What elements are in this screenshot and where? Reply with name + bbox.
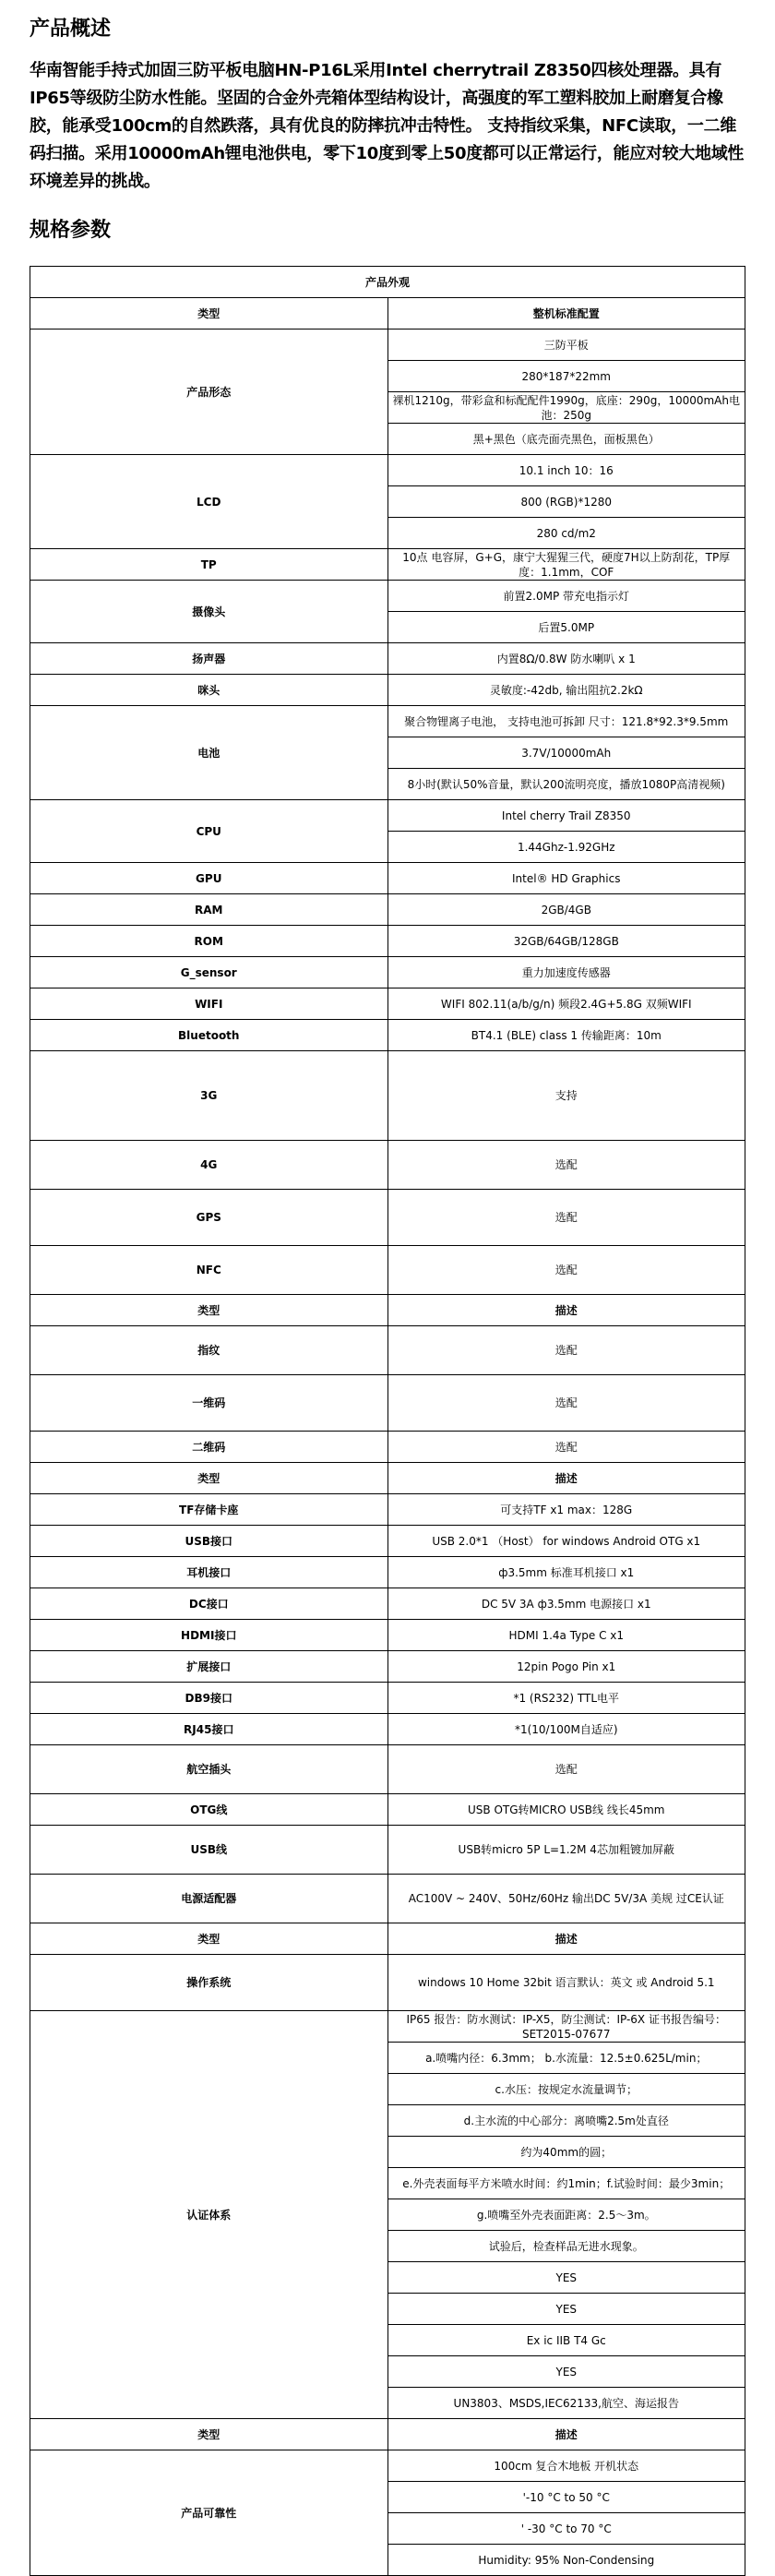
- spec-label: 一维码: [30, 1375, 388, 1432]
- spec-value: 后置5.0MP: [388, 612, 745, 643]
- spec-value: Intel® HD Graphics: [388, 863, 745, 894]
- spec-header-value: 整机标准配置: [388, 298, 745, 329]
- spec-value: WIFI 802.11(a/b/g/n) 频段2.4G+5.8G 双频WIFI: [388, 988, 745, 1020]
- spec-row: [30, 1141, 745, 1190]
- spec-row: [30, 1190, 745, 1246]
- spec-row: [30, 863, 745, 894]
- spec-label: WIFI: [30, 988, 388, 1020]
- spec-value: d.主水流的中心部分：离喷嘴2.5m处直径: [388, 2105, 745, 2137]
- spec-value: 选配: [388, 1141, 745, 1190]
- spec-label: 扬声器: [30, 643, 388, 675]
- spec-value: USB OTG转MICRO USB线 线长45mm: [388, 1794, 745, 1826]
- spec-row: [30, 675, 745, 706]
- spec-label: 耳机接口: [30, 1557, 388, 1588]
- spec-label: 操作系统: [30, 1955, 388, 2011]
- spec-row: [30, 1526, 745, 1557]
- spec-row: [30, 800, 745, 832]
- spec-value: 约为40mm的圆；: [388, 2137, 745, 2168]
- spec-row: [30, 1375, 745, 1432]
- spec-row: [30, 329, 745, 361]
- spec-value: Intel cherry Trail Z8350: [388, 800, 745, 832]
- spec-header-row: [30, 2419, 745, 2450]
- spec-value: 可支持TF x1 max：128G: [388, 1494, 745, 1526]
- spec-value: UN3803、MSDS,IEC62133,航空、海运报告: [388, 2388, 745, 2419]
- spec-row: [30, 1494, 745, 1526]
- spec-row: [30, 1557, 745, 1588]
- spec-value: *1(10/100M自适应): [388, 1714, 745, 1745]
- spec-value: AC100V ~ 240V、50Hz/60Hz 输出DC 5V/3A 美规 过CE认证: [388, 1875, 745, 1923]
- spec-label: HDMI接口: [30, 1620, 388, 1651]
- spec-value: YES: [388, 2294, 745, 2325]
- spec-value: 灵敏度:-42db, 输出阻抗2.2kΩ: [388, 675, 745, 706]
- spec-row: [30, 1246, 745, 1295]
- spec-header-value: 描述: [388, 2419, 745, 2450]
- spec-label: 产品可靠性: [30, 2450, 388, 2576]
- spec-label: 咪头: [30, 675, 388, 706]
- spec-row: [30, 1794, 745, 1826]
- spec-value: c.水压：按规定水流量调节；: [388, 2074, 745, 2105]
- spec-value: HDMI 1.4a Type C x1: [388, 1620, 745, 1651]
- spec-row: [30, 1651, 745, 1683]
- spec-value: 前置2.0MP 带充电指示灯: [388, 581, 745, 612]
- spec-table-title: 产品外观: [30, 267, 745, 298]
- spec-row: [30, 926, 745, 957]
- spec-label: Bluetooth: [30, 1020, 388, 1051]
- spec-label: GPU: [30, 863, 388, 894]
- spec-label: 二维码: [30, 1432, 388, 1463]
- spec-label: LCD: [30, 455, 388, 549]
- spec-row: [30, 1875, 745, 1923]
- spec-row: [30, 1326, 745, 1375]
- spec-value: windows 10 Home 32bit 语言默认：英文 或 Android 5.1: [388, 1955, 745, 2011]
- spec-value: DC 5V 3A ф3.5mm 电源接口 x1: [388, 1588, 745, 1620]
- overview-text: 华南智能手持式加固三防平板电脑HN-P16L采用Intel cherrytrail Z8350四核处理器。具有IP65等级防尘防水性能。坚固的合金外壳箱体型结构设计，高强度的军工塑料胶加上耐磨复合橡胶，能承受100cm的自然跌落，具有优良的防摔抗冲击特性。 支持指纹采集，NFC读取，一二维码扫描。采用10000mAh锂电池供电，零下10度到零上50度都可以正常运行，能应对较大地域性环境差异的挑战。: [30, 61, 745, 191]
- spec-value: 选配: [388, 1432, 745, 1463]
- spec-label: ROM: [30, 926, 388, 957]
- spec-value: *1 (RS232) TTL电平: [388, 1683, 745, 1714]
- spec-value: USB 2.0*1 （Host） for windows Android OTG x1: [388, 1526, 745, 1557]
- spec-row: [30, 1714, 745, 1745]
- spec-value: a.喷嘴内径：6.3mm； b.水流量：12.5±0.625L/min；: [388, 2043, 745, 2074]
- spec-header-row: [30, 1295, 745, 1326]
- spec-value: 内置8Ω/0.8W 防水喇叭 x 1: [388, 643, 745, 675]
- spec-value: 10.1 inch 10：16: [388, 455, 745, 486]
- spec-row: [30, 988, 745, 1020]
- spec-value: 选配: [388, 1745, 745, 1794]
- spec-label: TF存储卡座: [30, 1494, 388, 1526]
- spec-row: [30, 894, 745, 926]
- spec-value: BT4.1 (BLE) class 1 传输距离：10m: [388, 1020, 745, 1051]
- spec-label: 3G: [30, 1051, 388, 1141]
- spec-header-label: 类型: [30, 2419, 388, 2450]
- spec-label: 产品形态: [30, 329, 388, 455]
- spec-value: YES: [388, 2356, 745, 2388]
- spec-value: 32GB/64GB/128GB: [388, 926, 745, 957]
- spec-row: [30, 1432, 745, 1463]
- spec-header-row: [30, 1923, 745, 1955]
- spec-label: TP: [30, 549, 388, 581]
- spec-row: [30, 2450, 745, 2482]
- spec-value: 12pin Pogo Pin x1: [388, 1651, 745, 1683]
- spec-row: [30, 957, 745, 988]
- spec-header-label: 类型: [30, 298, 388, 329]
- spec-row: [30, 1955, 745, 2011]
- spec-label: 摄像头: [30, 581, 388, 643]
- spec-row: [30, 455, 745, 486]
- spec-value: 选配: [388, 1326, 745, 1375]
- spec-value: 280*187*22mm: [388, 361, 745, 392]
- spec-header-label: 类型: [30, 1923, 388, 1955]
- spec-value: 2GB/4GB: [388, 894, 745, 926]
- spec-header-label: 类型: [30, 1295, 388, 1326]
- spec-label: 指纹: [30, 1326, 388, 1375]
- spec-header-value: 描述: [388, 1923, 745, 1955]
- spec-table-title-row: [30, 267, 745, 298]
- spec-label: RJ45接口: [30, 1714, 388, 1745]
- spec-header-row: [30, 298, 745, 329]
- spec-label: 认证体系: [30, 2011, 388, 2419]
- spec-value: 10点 电容屏，G+G，康宁大猩猩三代，硬度7H以上防刮花，TP厚度：1.1mm，COF: [388, 549, 745, 581]
- spec-label: NFC: [30, 1246, 388, 1295]
- overview-title: 产品概述: [30, 18, 112, 41]
- spec-value: 裸机1210g，带彩盒和标配配件1990g，底座：290g，10000mAh电池：250g: [388, 392, 745, 424]
- spec-row: [30, 1051, 745, 1141]
- spec-value: 8小时(默认50%音量，默认200流明亮度，播放1080P高清视频): [388, 769, 745, 800]
- spec-label: DC接口: [30, 1588, 388, 1620]
- spec-value: 选配: [388, 1375, 745, 1432]
- spec-value: 100cm 复合木地板 开机状态: [388, 2450, 745, 2482]
- spec-row: [30, 1745, 745, 1794]
- spec-label: 4G: [30, 1141, 388, 1190]
- spec-value: ' -30 °C to 70 °C: [388, 2513, 745, 2545]
- spec-label: CPU: [30, 800, 388, 863]
- spec-label: GPS: [30, 1190, 388, 1246]
- spec-row: [30, 1020, 745, 1051]
- spec-value: 三防平板: [388, 329, 745, 361]
- spec-row: [30, 643, 745, 675]
- spec-value: 选配: [388, 1190, 745, 1246]
- spec-label: USB线: [30, 1826, 388, 1875]
- spec-value: 280 cd/m2: [388, 518, 745, 549]
- spec-label: 电池: [30, 706, 388, 800]
- spec-value: 800 (RGB)*1280: [388, 486, 745, 518]
- spec-label: OTG线: [30, 1794, 388, 1826]
- spec-label: G_sensor: [30, 957, 388, 988]
- spec-label: 航空插头: [30, 1745, 388, 1794]
- spec-header-value: 描述: [388, 1295, 745, 1326]
- spec-value: Humidity: 95% Non-Condensing: [388, 2545, 745, 2576]
- spec-value: YES: [388, 2262, 745, 2294]
- spec-row: [30, 1826, 745, 1875]
- spec-label: 扩展接口: [30, 1651, 388, 1683]
- spec-value: USB转micro 5P L=1.2M 4芯加粗镀加屏蔽: [388, 1826, 745, 1875]
- spec-label: 电源适配器: [30, 1875, 388, 1923]
- spec-row: [30, 1683, 745, 1714]
- spec-value: 重力加速度传感器: [388, 957, 745, 988]
- spec-value: 聚合物锂离子电池， 支持电池可拆卸 尺寸：121.8*92.3*9.5mm: [388, 706, 745, 737]
- spec-title: 规格参数: [30, 219, 112, 242]
- spec-label: USB接口: [30, 1526, 388, 1557]
- spec-label: DB9接口: [30, 1683, 388, 1714]
- spec-row: [30, 2011, 745, 2043]
- spec-value: Ex ic IIB T4 Gc: [388, 2325, 745, 2356]
- spec-row: [30, 581, 745, 612]
- spec-value: ф3.5mm 标准耳机接口 x1: [388, 1557, 745, 1588]
- spec-header-label: 类型: [30, 1463, 388, 1494]
- spec-header-row: [30, 1463, 745, 1494]
- spec-value: g.喷嘴至外壳表面距离：2.5～3m。: [388, 2199, 745, 2231]
- spec-row: [30, 1588, 745, 1620]
- spec-label: RAM: [30, 894, 388, 926]
- spec-table: [30, 266, 745, 2576]
- spec-value: e.外壳表面每平方米喷水时间：约1min；f.试验时间：最少3min；: [388, 2168, 745, 2199]
- spec-value: 试验后，检查样品无进水现象。: [388, 2231, 745, 2262]
- spec-value: 1.44Ghz-1.92GHz: [388, 832, 745, 863]
- spec-value: 3.7V/10000mAh: [388, 737, 745, 769]
- spec-value: '-10 °C to 50 °C: [388, 2482, 745, 2513]
- spec-row: [30, 1620, 745, 1651]
- spec-value: IP65 报告：防水测试：IP-X5，防尘测试：IP-6X 证书报告编号：SET2015-07677: [388, 2011, 745, 2043]
- spec-value: 选配: [388, 1246, 745, 1295]
- spec-value: 黑+黑色（底壳面壳黑色，面板黑色）: [388, 424, 745, 455]
- spec-row: [30, 549, 745, 581]
- spec-value: 支持: [388, 1051, 745, 1141]
- spec-header-value: 描述: [388, 1463, 745, 1494]
- spec-row: [30, 706, 745, 737]
